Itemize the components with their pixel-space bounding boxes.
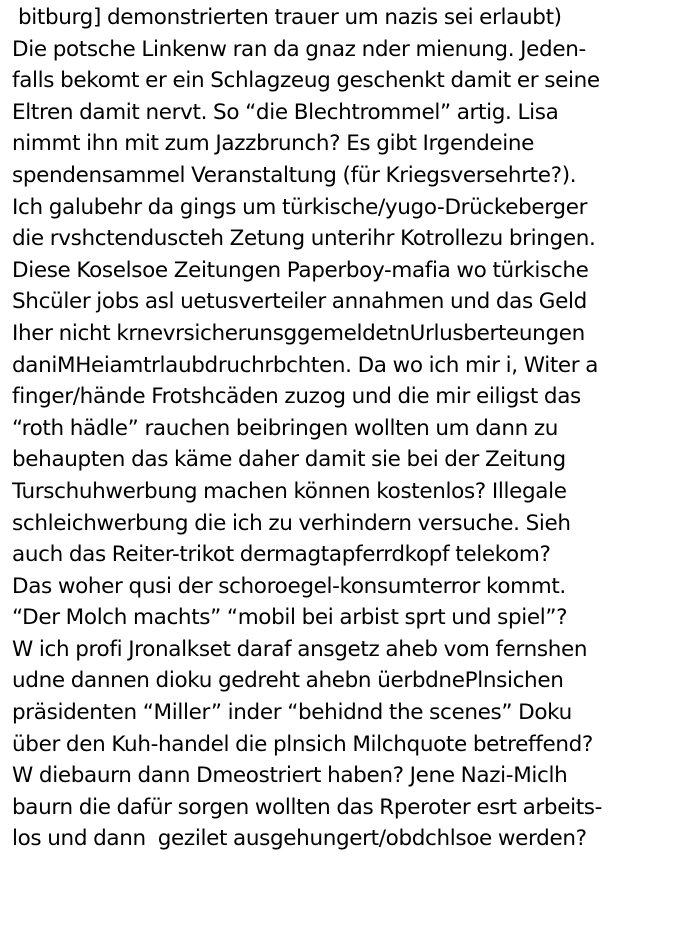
text-line: nimmt ihn mit zum Jazzbrunch? Es gibt Irgendeine	[12, 131, 535, 157]
text-line: über den Kuh-handel die plnsich Milchquote betreffend?	[12, 731, 593, 757]
text-line: schleichwerbung die ich zu verhindern versuche. Sieh	[12, 510, 571, 536]
text-line: Ich galubehr da gings um türkische/yugo-Drückeberger	[12, 194, 588, 220]
text-line: baurn die dafür sorgen wollten das Rperoter esrt arbeits-	[12, 794, 603, 820]
text-line: W diebaurn dann Dmeostriert haben? Jene Nazi-Miclh	[12, 763, 568, 789]
text-line: bitburg] demonstrierten trauer um nazis sei erlaubt)	[12, 5, 562, 30]
text-line: W ich profi Jronalkset daraf ansgetz aheb vom fernshen	[12, 636, 588, 662]
text-line: Turschuhwerbung machen können kostenlos? Illegale	[12, 478, 567, 504]
text-line: falls bekomt er ein Schlagzeug geschenkt damit er seine	[12, 68, 600, 94]
text-line: finger/hände Frotshcäden zuzog und die mir eiligst das	[12, 384, 581, 410]
text-line: auch das Reiter-trikot dermagtapferrdkopf telekom?	[12, 542, 551, 568]
text-line: daniMHeiamtrlaubdruchrbchten. Da wo ich mir i, Witer a	[12, 352, 599, 378]
document-text	[12, 2, 680, 855]
text-line: behaupten das käme daher damit sie bei der Zeitung	[12, 447, 566, 473]
text-line: Das woher qusi der schoroegel-konsumterror kommt.	[12, 573, 566, 599]
text-line: Die potsche Linkenw ran da gnaz nder mienung. Jeden-	[12, 36, 586, 62]
text-line: Iher nicht krnevrsicherunsggemeldetnUrlusberteungen	[12, 320, 585, 346]
text-line: “roth hädle” rauchen beibringen wollten um dann zu	[12, 415, 559, 441]
text-line: präsidenten “Miller” inder “behidnd the scenes” Doku	[12, 700, 572, 726]
text-line: Diese Koselsoe Zeitungen Paperboy-mafia wo türkische	[12, 257, 589, 283]
text-line: die rvshctenduscteh Zetung unterihr Kotrollezu bringen.	[12, 226, 596, 252]
text-line: Eltren damit nervt. So “die Blechtrommel” artig. Lisa	[12, 99, 559, 125]
text-line: Shcüler jobs asl uetusverteiler annahmen und das Geld	[12, 289, 587, 315]
text-line: spendensammel Veranstaltung (für Kriegsversehrte?).	[12, 162, 577, 188]
text-line: los und dann gezilet ausgehungert/obdchlsoe werden?	[12, 826, 587, 852]
text-line: udne dannen dioku gedreht ahebn üerbdnePlnsichen	[12, 668, 564, 694]
text-line: “Der Molch machts” “mobil bei arbist sprt und spiel”?	[12, 605, 568, 631]
